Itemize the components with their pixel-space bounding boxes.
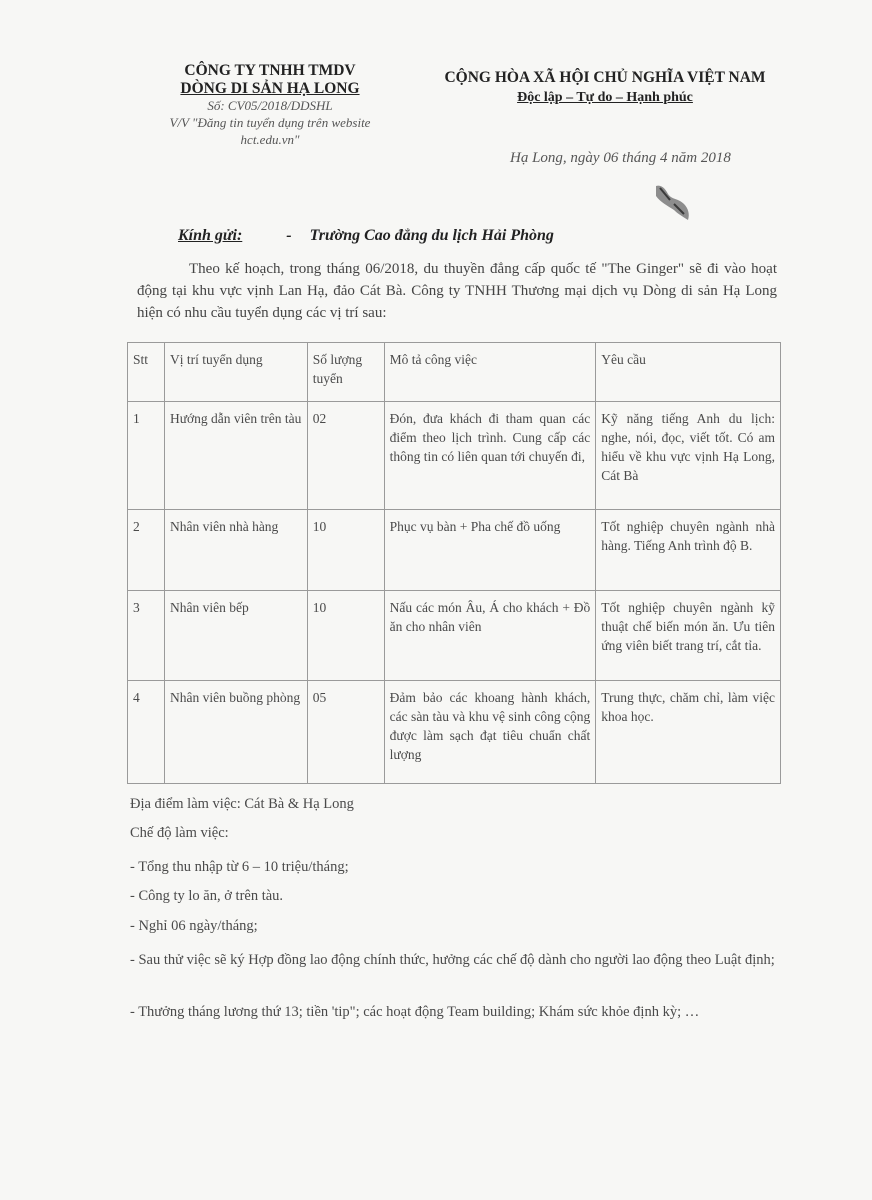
table-header-row: [128, 343, 781, 402]
greeting-dash: -: [286, 227, 292, 244]
table-row: [128, 681, 781, 784]
table-row: [128, 510, 781, 591]
cell-position: Hướng dẫn viên trên tàu: [164, 402, 307, 510]
work-location: Địa điểm làm việc: Cát Bà & Hạ Long: [130, 796, 354, 812]
intro-paragraph: Theo kế hoạch, trong tháng 06/2018, du thuyền đẳng cấp quốc tế "The Ginger" sẽ đi vào hoạt động tại khu vực vịnh Lan Hạ, đảo Cát Bà. Công ty TNHH Thương mại dịch vụ Dòng di sản Hạ Long hiện có nhu cầu tuyển dụng các vị trí sau:: [137, 261, 777, 321]
cell-description: Nấu các món Âu, Á cho khách + Đồ ăn cho nhân viên: [384, 591, 596, 681]
recipient-name: Trường Cao đẳng du lịch Hải Phòng: [309, 227, 554, 244]
cell-position: Nhân viên buồng phòng: [164, 681, 307, 784]
cell-description: Phục vụ bàn + Pha chế đồ uống: [384, 510, 596, 591]
benefit-item: - Công ty lo ăn, ở trên tàu.: [130, 888, 284, 904]
cell-stt: 3: [128, 591, 165, 681]
greeting: [178, 227, 554, 245]
benefits-title: Chế độ làm việc:: [130, 825, 229, 841]
cell-position: Nhân viên bếp: [164, 591, 307, 681]
company-header: [150, 62, 390, 148]
document-number: Số: CV05/2018/DDSHL: [207, 98, 333, 113]
table-row: [128, 591, 781, 681]
national-header: [415, 68, 795, 107]
cell-quantity: 10: [307, 591, 384, 681]
greeting-label: Kính gửi:: [178, 227, 243, 244]
benefit-item: - Tổng thu nhập từ 6 – 10 triệu/tháng;: [130, 859, 349, 875]
company-name-line1: CÔNG TY TNHH TMDV: [184, 62, 356, 79]
cell-requirements: Trung thực, chăm chỉ, làm việc khoa học.: [596, 681, 781, 784]
national-motto: Độc lập – Tự do – Hạnh phúc: [517, 90, 693, 105]
benefit-item: - Thưởng tháng lương thứ 13; tiền 'tip"; các hoạt động Team building; Khám sức khỏe định kỳ; …: [130, 1004, 700, 1020]
table-row: [128, 402, 781, 510]
document-date: Hạ Long, ngày 06 tháng 4 năm 2018: [510, 150, 731, 166]
cell-position: Nhân viên nhà hàng: [164, 510, 307, 591]
header-description: Mô tả công việc: [384, 343, 596, 402]
cell-stt: 4: [128, 681, 165, 784]
cell-description: Đón, đưa khách đi tham quan các điểm theo lịch trình. Cung cấp các thông tin có liên quan tới chuyến đi,: [384, 402, 596, 510]
subject-line2: hct.edu.vn": [240, 132, 300, 147]
header-position: Vị trí tuyển dụng: [164, 343, 307, 402]
recruitment-table: [127, 342, 781, 784]
cell-requirements: Kỹ năng tiếng Anh du lịch: nghe, nói, đọc, viết tốt. Có am hiểu về khu vực vịnh Hạ Long, Cát Bà: [596, 402, 781, 510]
cell-description: Đảm bảo các khoang hành khách, các sàn tàu và khu vệ sinh công cộng được làm sạch đạt tiêu chuẩn chất lượng: [384, 681, 596, 784]
cell-requirements: Tốt nghiệp chuyên ngành nhà hàng. Tiếng Anh trình độ B.: [596, 510, 781, 591]
cell-quantity: 05: [307, 681, 384, 784]
nation-title: CỘNG HÒA XÃ HỘI CHỦ NGHĨA VIỆT NAM: [444, 69, 766, 86]
cell-stt: 2: [128, 510, 165, 591]
company-name-line2: DÒNG DI SẢN HẠ LONG: [180, 80, 360, 97]
header-quantity: Số lượng tuyển: [307, 343, 384, 402]
cell-stt: 1: [128, 402, 165, 510]
cell-quantity: 02: [307, 402, 384, 510]
subject-line1: V/V "Đăng tin tuyển dụng trên website: [169, 115, 371, 130]
cell-quantity: 10: [307, 510, 384, 591]
cell-requirements: Tốt nghiệp chuyên ngành kỹ thuật chế biến món ăn. Ưu tiên ứng viên biết trang trí, cắt tỉa.: [596, 591, 781, 681]
header-stt: Stt: [128, 343, 165, 402]
signature-mark-icon: [648, 180, 696, 224]
benefit-item: - Sau thử việc sẽ ký Hợp đồng lao động chính thức, hưởng các chế độ dành cho người lao động theo Luật định;: [130, 952, 775, 968]
benefit-item: - Nghỉ 06 ngày/tháng;: [130, 918, 258, 934]
header-requirements: Yêu cầu: [596, 343, 781, 402]
